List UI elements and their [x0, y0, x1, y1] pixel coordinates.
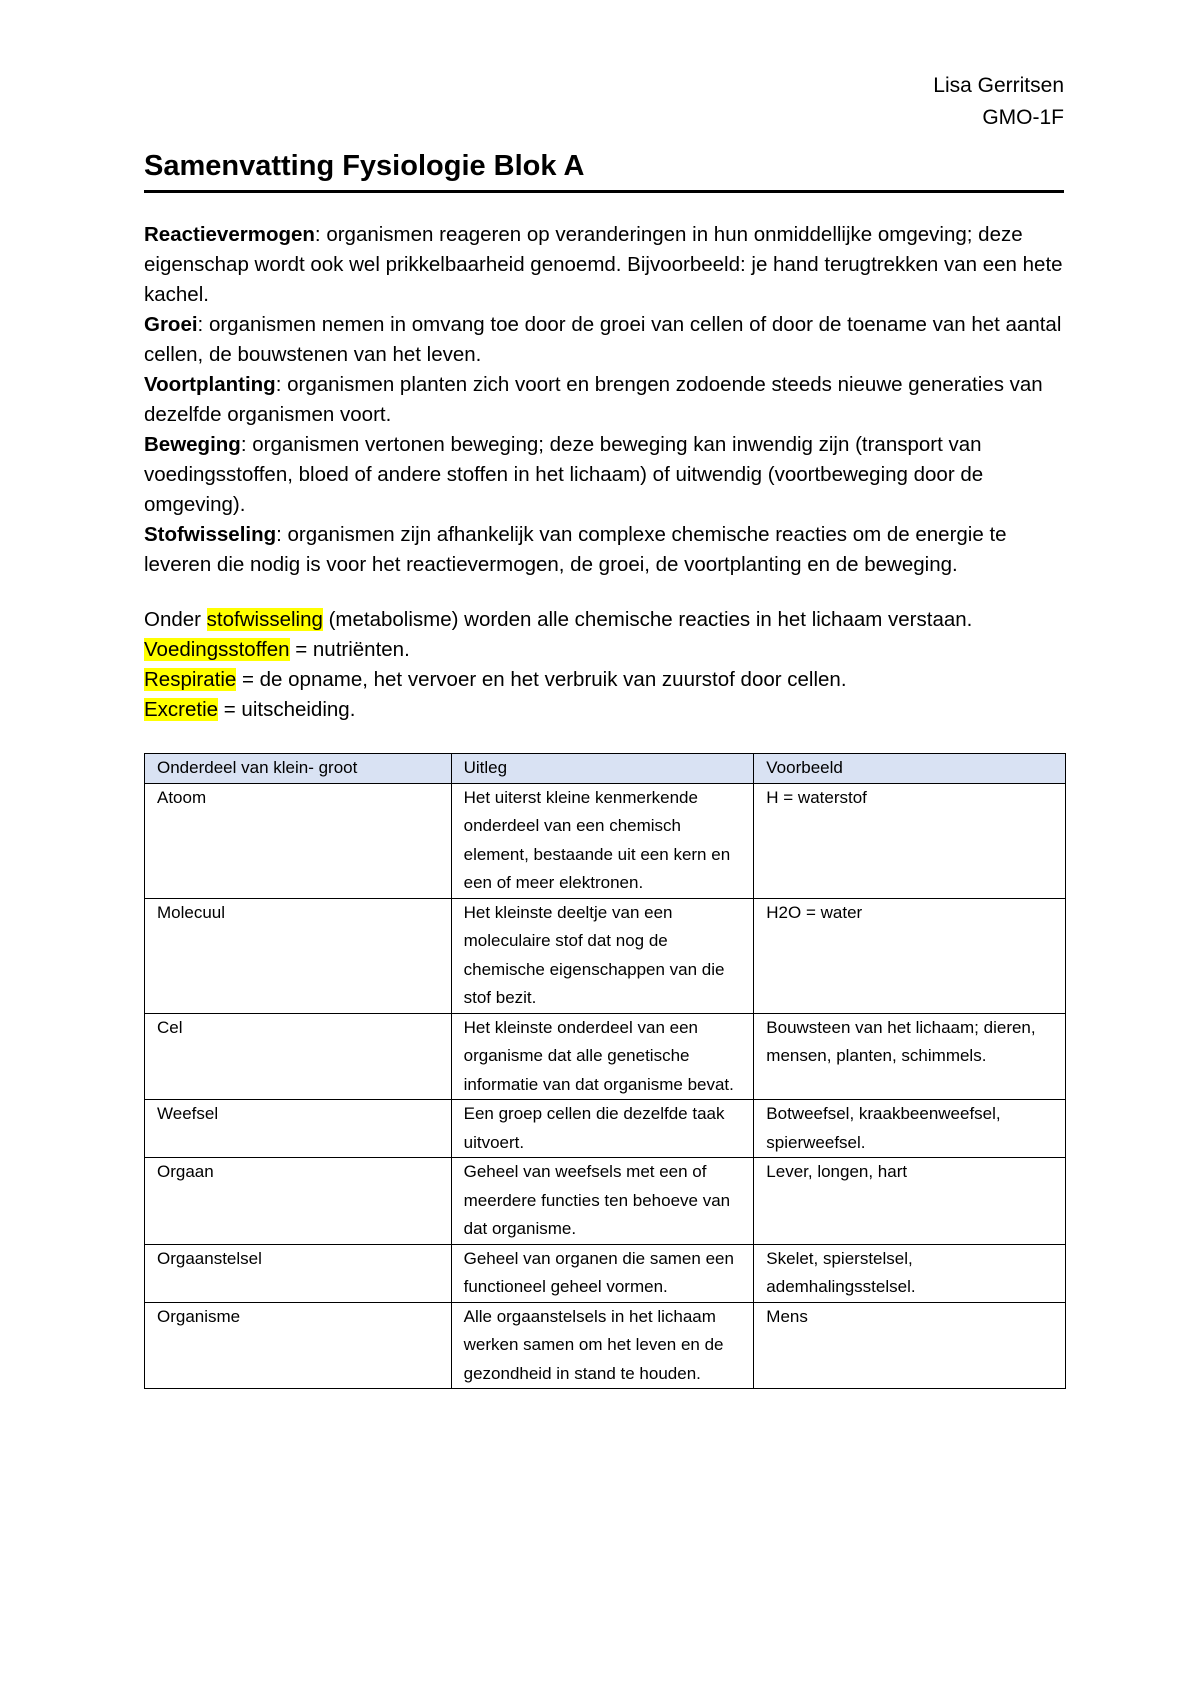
- class-code: GMO-1F: [982, 106, 1064, 129]
- term-explanation: = uitscheiding.: [218, 698, 356, 721]
- level-cell: Orgaan: [145, 1158, 452, 1245]
- level-cell: Atoom: [145, 783, 452, 898]
- column-header-level: Onderdeel van klein- groot: [145, 754, 452, 784]
- highlighted-term: Voedingsstoffen: [144, 638, 290, 661]
- level-cell: Weefsel: [145, 1100, 452, 1158]
- definition-text: : organismen planten zich voort en brengen zodoende steeds nieuwe generaties van dezelfde organismen voort.: [144, 373, 1043, 426]
- column-header-explanation: Uitleg: [451, 754, 754, 784]
- document-title: Samenvatting Fysiologie Blok A: [144, 148, 1064, 193]
- level-cell: Molecuul: [145, 898, 452, 1013]
- table-row: [145, 783, 1066, 898]
- term-prefix: Onder: [144, 608, 207, 631]
- example-cell: H2O = water: [754, 898, 1066, 1013]
- highlighted-term: stofwisseling: [206, 608, 323, 631]
- highlighted-term: Respiratie: [144, 668, 237, 691]
- definition-term: Beweging: [144, 433, 241, 456]
- example-cell: Bouwsteen van het lichaam; dieren, mensen, planten, schimmels.: [754, 1013, 1066, 1100]
- table-row: [145, 1158, 1066, 1245]
- definition-term: Groei: [144, 313, 198, 336]
- excretion-line: [144, 695, 1066, 725]
- author-name: Lisa Gerritsen: [933, 74, 1064, 97]
- table-row: [145, 1100, 1066, 1158]
- definition-item: [144, 220, 1066, 310]
- definition-text: : organismen reageren op veranderingen in hun onmiddellijke omgeving; deze eigenschap wordt ook wel prikkelbaarheid genoemd. Bijvoorbeeld: je hand terugtrekken van een hete kachel.: [144, 223, 1063, 306]
- column-header-example: Voorbeeld: [754, 754, 1066, 784]
- definition-term: Stofwisseling: [144, 523, 277, 546]
- table-row: [145, 1302, 1066, 1389]
- key-terms: [144, 605, 1066, 725]
- explanation-cell: Geheel van weefsels met een of meerdere functies ten behoeve van dat organisme.: [451, 1158, 754, 1245]
- level-cell: Cel: [145, 1013, 452, 1100]
- example-cell: H = waterstof: [754, 783, 1066, 898]
- table-row: [145, 1244, 1066, 1302]
- level-cell: Organisme: [145, 1302, 452, 1389]
- organization-levels-table: [144, 753, 1066, 1389]
- definition-text: : organismen nemen in omvang toe door de groei van cellen of door de toename van het aantal cellen, de bouwstenen van het leven.: [144, 313, 1062, 366]
- term-explanation: = de opname, het vervoer en het verbruik van zuurstof door cellen.: [236, 668, 847, 691]
- term-explanation: (metabolisme) worden alle chemische reacties in het lichaam verstaan.: [322, 608, 973, 631]
- page-header: [933, 70, 1064, 134]
- definitions-list: [144, 220, 1066, 580]
- explanation-cell: Het uiterst kleine kenmerkende onderdeel van een chemisch element, bestaande uit een kern en een of meer elektronen.: [451, 783, 754, 898]
- definition-item: [144, 430, 1066, 520]
- definition-item: [144, 520, 1066, 580]
- explanation-cell: Een groep cellen die dezelfde taak uitvoert.: [451, 1100, 754, 1158]
- metabolism-line: [144, 605, 1066, 635]
- nutrients-line: [144, 635, 1066, 665]
- term-explanation: = nutriënten.: [289, 638, 410, 661]
- title-block: [144, 148, 1064, 193]
- table-header-row: [145, 754, 1066, 784]
- example-cell: Skelet, spierstelsel, ademhalingsstelsel.: [754, 1244, 1066, 1302]
- respiration-line: [144, 665, 1066, 695]
- example-cell: Lever, longen, hart: [754, 1158, 1066, 1245]
- example-cell: Mens: [754, 1302, 1066, 1389]
- definition-term: Reactievermogen: [144, 223, 315, 246]
- highlighted-term: Excretie: [144, 698, 219, 721]
- table-row: [145, 1013, 1066, 1100]
- definition-item: [144, 370, 1066, 430]
- level-cell: Orgaanstelsel: [145, 1244, 452, 1302]
- definition-term: Voortplanting: [144, 373, 276, 396]
- definition-text: : organismen zijn afhankelijk van complexe chemische reacties om de energie te leveren die nodig is voor het reactievermogen, de groei, de voortplanting en de beweging.: [144, 523, 1007, 576]
- explanation-cell: Het kleinste onderdeel van een organisme dat alle genetische informatie van dat organisme bevat.: [451, 1013, 754, 1100]
- explanation-cell: Alle orgaanstelsels in het lichaam werken samen om het leven en de gezondheid in stand te houden.: [451, 1302, 754, 1389]
- explanation-cell: Het kleinste deeltje van een moleculaire stof dat nog de chemische eigenschappen van die stof bezit.: [451, 898, 754, 1013]
- explanation-cell: Geheel van organen die samen een functioneel geheel vormen.: [451, 1244, 754, 1302]
- example-cell: Botweefsel, kraakbeenweefsel, spierweefsel.: [754, 1100, 1066, 1158]
- table-row: [145, 898, 1066, 1013]
- definition-item: [144, 310, 1066, 370]
- definition-text: : organismen vertonen beweging; deze beweging kan inwendig zijn (transport van voedingsstoffen, bloed of andere stoffen in het lichaam) of uitwendig (voortbeweging door de omgeving).: [144, 433, 984, 516]
